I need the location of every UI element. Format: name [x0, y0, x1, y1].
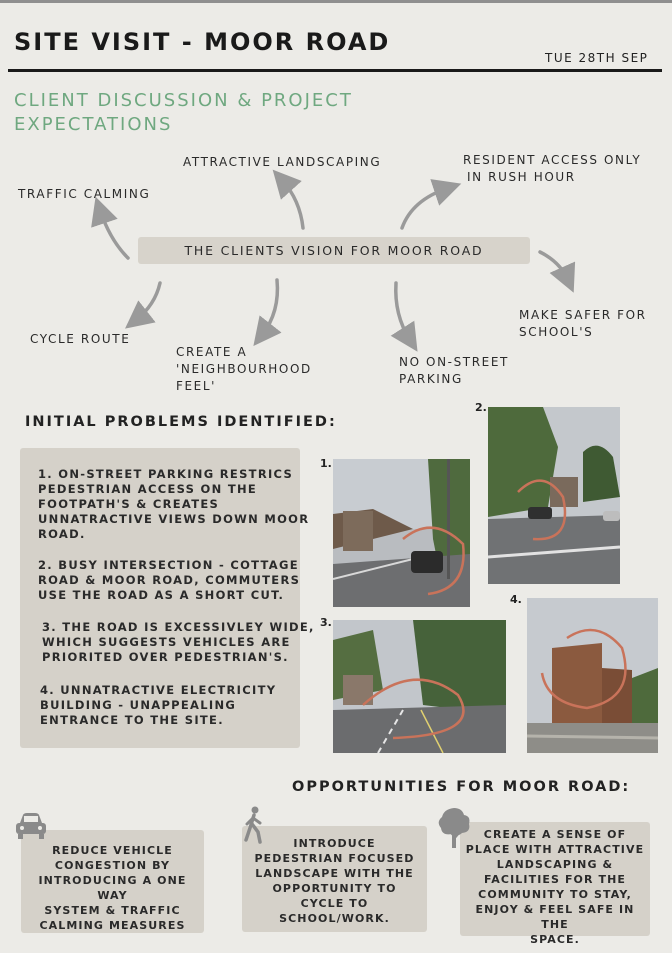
photo-electricity-building [527, 598, 658, 753]
opportunity-1-line: INTRODUCING A ONE WAY [38, 874, 187, 902]
problem-3-line: WHICH SUGGESTS VEHICLES ARE [42, 635, 291, 649]
car-icon [14, 811, 48, 841]
opportunity-1 [21, 843, 204, 933]
subtitle-line-1: CLIENT DISCUSSION & PROJECT [14, 90, 353, 111]
photo-number-1: 1. [320, 457, 332, 470]
opportunity-3-line: ENJOY & FEEL SAFE IN THE [475, 903, 635, 931]
opportunity-1-line: REDUCE VEHICLE [52, 844, 173, 857]
arrow-cycle-route [136, 283, 160, 320]
arrow-no-parking [396, 283, 410, 340]
opportunity-1-line: CONGESTION BY [54, 859, 171, 872]
mm-neighbourhood-l3: FEEL' [176, 379, 217, 393]
problem-1-line: ROAD. [38, 527, 86, 541]
mm-neighbourhood-l1: CREATE A [176, 345, 248, 359]
opportunity-2 [242, 836, 427, 926]
problem-2-line: USE THE ROAD AS A SHORT CUT. [38, 588, 285, 602]
problem-4-line: 4. UNNATRACTIVE ELECTRICITY [40, 683, 277, 697]
problem-2 [38, 558, 300, 603]
problem-3-line: 3. THE ROAD IS EXCESSIVLEY WIDE, [42, 620, 315, 634]
mm-resident-access [463, 152, 641, 186]
mm-attractive-landscaping: ATTRACTIVE LANDSCAPING [183, 155, 382, 169]
problem-2-line: 2. BUSY INTERSECTION - COTTAGE [38, 558, 299, 572]
problem-4-line: ENTRANCE TO THE SITE. [40, 713, 224, 727]
page-title: SITE VISIT - MOOR ROAD [14, 28, 391, 56]
opportunity-2-line: PEDESTRIAN FOCUSED [254, 852, 415, 865]
mm-neighbourhood [176, 344, 312, 395]
problem-4-line: BUILDING - UNAPPEALING [40, 698, 237, 712]
arrow-landscaping [282, 180, 303, 228]
opportunity-2-line: SCHOOL/WORK. [279, 912, 390, 925]
subtitle-line-2: EXPECTATIONS [14, 114, 173, 135]
opportunity-2-line: CYCLE TO [300, 897, 369, 910]
mm-no-parking-l1: NO ON-STREET [399, 355, 509, 369]
problem-1-line: PEDESTRIAN ACCESS ON THE [38, 482, 258, 496]
mm-make-safer [519, 307, 647, 341]
problem-1-line: FOOTPATH'S & CREATES [38, 497, 220, 511]
problem-3 [42, 620, 315, 665]
problem-4 [40, 683, 276, 728]
photo-intersection [488, 407, 620, 584]
opportunity-2-line: INTRODUCE [293, 837, 376, 850]
opportunity-3-line: CREATE A SENSE OF [483, 828, 627, 841]
mm-no-parking-l2: PARKING [399, 372, 463, 386]
opportunity-3-line: LANDSCAPING & [496, 858, 614, 871]
opportunity-3-line: FACILITIES FOR THE [483, 873, 627, 886]
mm-no-parking [399, 354, 509, 388]
vision-center-label: THE CLIENTS VISION FOR MOOR ROAD [184, 243, 484, 258]
opportunity-2-line: OPPORTUNITY TO [272, 882, 397, 895]
mm-resident-access-l1: RESIDENT ACCESS ONLY [463, 153, 642, 167]
opportunity-3-line: COMMUNITY TO STAY, [478, 888, 632, 901]
mm-cycle-route: CYCLE ROUTE [30, 332, 131, 346]
photo-number-2: 2. [475, 401, 487, 414]
photo-wide-road [333, 620, 506, 753]
mm-resident-access-l2: IN RUSH HOUR [467, 170, 576, 184]
mm-make-safer-l2: SCHOOL'S [519, 325, 594, 339]
opportunity-3 [460, 827, 650, 947]
arrow-resident-access [402, 188, 448, 228]
date-label: TUE 28TH SEP [545, 51, 649, 65]
photo-street-parking [333, 459, 470, 607]
mm-neighbourhood-l2: 'NEIGHBOURHOOD [176, 362, 312, 376]
photo-number-3: 3. [320, 616, 332, 629]
opportunities-heading: OPPORTUNITIES FOR MOOR ROAD: [292, 779, 631, 795]
problem-1-line: 1. ON-STREET PARKING RESTRICS [38, 467, 294, 481]
problem-1 [38, 467, 309, 542]
opportunity-3-line: SPACE. [530, 933, 580, 946]
opportunity-1-line: CALMING MEASURES [39, 919, 186, 932]
opportunity-1-line: SYSTEM & TRAFFIC [44, 904, 181, 917]
mm-traffic-calming: TRAFFIC CALMING [18, 187, 151, 201]
mm-make-safer-l1: MAKE SAFER FOR [519, 308, 647, 322]
arrow-make-safer [540, 252, 568, 280]
opportunity-2-line: LANDSCAPE WITH THE [255, 867, 414, 880]
photo-number-4: 4. [510, 593, 522, 606]
arrow-neighbourhood [262, 280, 277, 335]
problems-heading: INITIAL PROBLEMS IDENTIFIED: [25, 414, 337, 430]
problem-1-line: UNNATRACTIVE VIEWS DOWN MOOR [38, 512, 310, 526]
arrow-traffic-calming [100, 210, 128, 258]
opportunity-3-line: PLACE WITH ATTRACTIVE [465, 843, 645, 856]
problem-2-line: ROAD & MOOR ROAD, COMMUTERS [38, 573, 301, 587]
problem-3-line: PRIORITED OVER PEDESTRIAN'S. [42, 650, 289, 664]
